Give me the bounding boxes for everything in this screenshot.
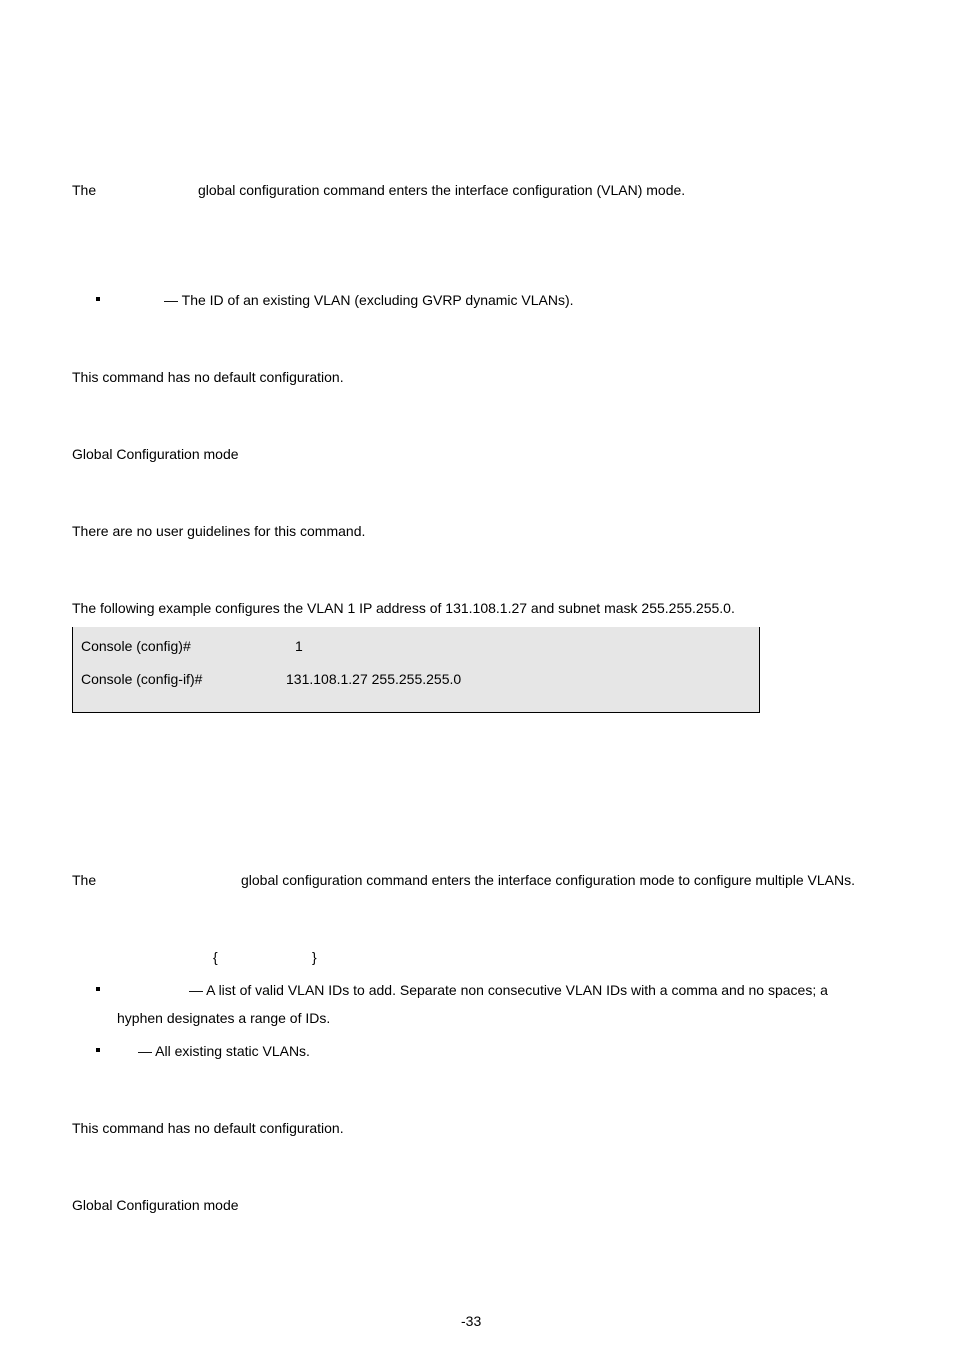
s2-default-text: This command has no default configuration.: [72, 1120, 344, 1136]
example-line-2-arg: 131.108.1.27 255.255.255.0: [286, 671, 462, 687]
bullet-marker: [96, 1048, 100, 1052]
example-line-2-prompt: Console (config-if)#: [81, 671, 203, 687]
s2-mode-text: Global Configuration mode: [72, 1197, 239, 1213]
example-line-1-arg: 1: [295, 638, 303, 654]
s1-param-bullet: — The ID of an existing VLAN (excluding GVRP dynamic VLANs).: [164, 292, 574, 308]
s1-intro-prefix: The: [72, 182, 97, 198]
s2-syntax-open-brace: {: [213, 949, 218, 965]
bullet-marker: [96, 987, 100, 991]
s2-param-bullet-2: — All existing static VLANs.: [138, 1043, 310, 1059]
page-number: -33: [461, 1313, 482, 1329]
s2-intro-prefix: The: [72, 872, 97, 888]
example-code-box: [72, 627, 760, 713]
example-line-1-prompt: Console (config)#: [81, 638, 191, 654]
s2-param-bullet-1-line2: hyphen designates a range of IDs.: [117, 1010, 331, 1026]
s2-syntax-close-brace: }: [312, 949, 317, 965]
s1-mode-text: Global Configuration mode: [72, 446, 239, 462]
s1-guidelines-text: There are no user guidelines for this command.: [72, 523, 366, 539]
s2-param-bullet-1-line1: — A list of valid VLAN IDs to add. Separate non consecutive VLAN IDs with a comma and no spaces; a: [189, 982, 828, 998]
s2-intro-text: global configuration command enters the interface configuration mode to configure multiple VLANs.: [241, 872, 856, 888]
s1-example-intro: The following example configures the VLAN 1 IP address of 131.108.1.27 and subnet mask 255.255.255.0.: [72, 600, 735, 616]
s1-intro-text: global configuration command enters the interface configuration (VLAN) mode.: [198, 182, 686, 198]
s1-default-text: This command has no default configuration.: [72, 369, 344, 385]
bullet-marker: [96, 297, 100, 301]
